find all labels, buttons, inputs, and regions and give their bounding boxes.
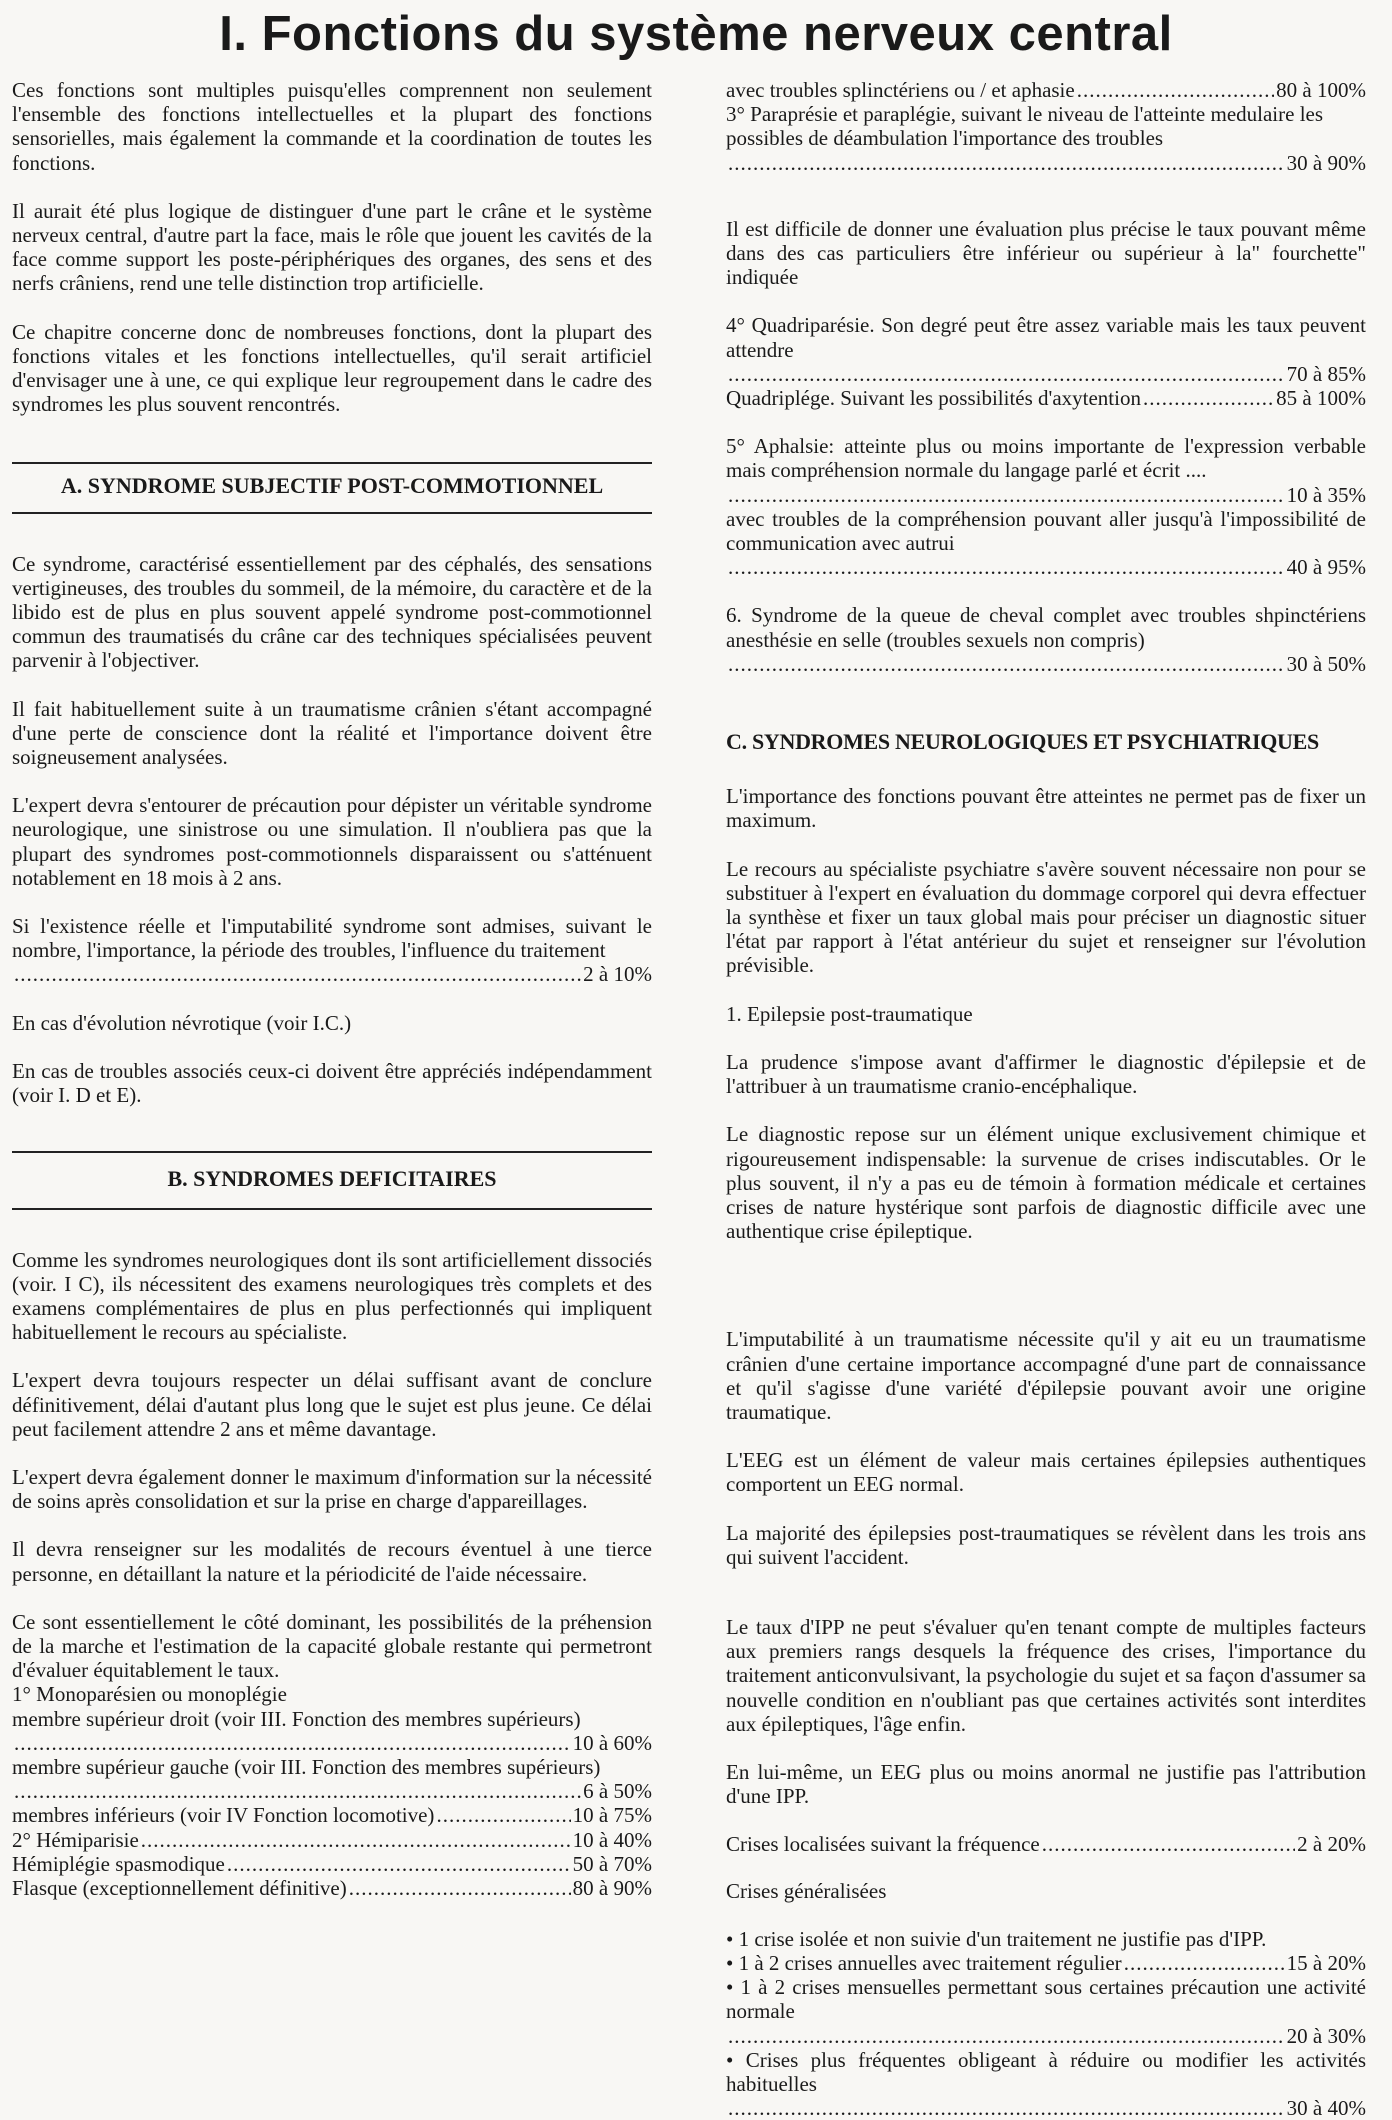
rate-value: 80 à 100% bbox=[1276, 78, 1366, 102]
paraplegie-text: 3° Paraprésie et paraplégie, suivant le niveau de l'atteinte medulaire les possibles de déambulation l'importance des troubles bbox=[726, 102, 1324, 151]
queue-cheval-text: 6. Syndrome de la queue de cheval complet avec troubles shpinctériens anesthésie en selle (troubles sexuels non compris) bbox=[726, 603, 1366, 652]
rate-label: Quadriplége. Suivant les possibilités d'axytention bbox=[726, 386, 1141, 411]
rate-label: Flasque (exceptionnellement définitive) bbox=[12, 1875, 347, 1900]
crises-list bbox=[726, 1927, 1366, 2120]
rate-line bbox=[12, 1779, 652, 1803]
right-paragraph-1: Il est difficile de donner une évaluation plus précise le taux pouvant même dans des cas particuliers être inférieur ou supérieur à la" fourchette" indiquée bbox=[726, 216, 1366, 290]
rate-value: 10 à 60% bbox=[572, 1730, 652, 1755]
rate-label: 2° Hémiparisie bbox=[12, 1827, 139, 1852]
rate-value: 85 à 100% bbox=[1276, 386, 1366, 411]
section-c-paragraph-4: Le diagnostic repose sur un élément unique exclusivement chimique et rigoureusement indispensable: la survenue de crises indiscutables. Or le plus souvent, il n'y a pas eu de témoin à formation médicale et certaines crises de nature hystérique sont parfois de diagnostic difficile avec une authentique crise épileptique. bbox=[726, 1122, 1366, 1244]
rate-label: • 1 à 2 crises annuelles avec traitement régulier bbox=[726, 1950, 1122, 1975]
section-c-paragraph-8: Le taux d'IPP ne peut s'évaluer qu'en tenant compte de multiples facteurs aux premiers rangs desquels la fréquence des crises, l'importance du traitement anticonvulsivant, la psychologie du sujet et sa façon d'assumer sa nouvelle condition en n'oubliant pas que certaines activités sont interdites aux épileptiques, l'âge enfin. bbox=[726, 1614, 1366, 1736]
section-a-paragraph-4: Si l'existence réelle et l'imputabilité syndrome sont admises, suivant le nombre, l'importance, la période des troubles, l'influence du traitement bbox=[12, 914, 652, 963]
rate-line bbox=[726, 483, 1366, 507]
rate-line bbox=[726, 78, 1366, 102]
rate-line bbox=[726, 652, 1366, 676]
rate-value: 30 à 40% bbox=[1286, 2096, 1366, 2120]
msg-label: membre supérieur gauche (voir III. Fonction des membres supérieurs) bbox=[12, 1754, 601, 1779]
rate-line bbox=[12, 962, 652, 986]
rate-value: 15 à 20% bbox=[1286, 1950, 1366, 1975]
rate-line bbox=[726, 362, 1366, 386]
section-c-paragraph-1: L'importance des fonctions pouvant être atteintes ne permet pas de fixer un maximum. bbox=[726, 784, 1366, 833]
rate-line bbox=[12, 1828, 652, 1852]
rate-line bbox=[726, 1832, 1366, 1856]
rate-value: 6 à 50% bbox=[583, 1779, 652, 1804]
section-b-paragraph-2: L'expert devra toujours respecter un délai suffisant avant de conclure définitivement, délai d'autant plus long que le sujet est plus jeune. Ce délai peut facilement attendre 2 ans et même davantage. bbox=[12, 1368, 652, 1441]
section-c-paragraph-3: La prudence s'impose avant d'affirmer le diagnostic d'épilepsie et de l'attribuer à un traumatisme cranio-encéphalique. bbox=[726, 1049, 1366, 1099]
list-item: • 1 crise isolée et non suivie d'un traitement ne justifie pas d'IPP. bbox=[726, 1926, 1267, 1951]
right-column bbox=[726, 78, 1366, 2120]
rate-line bbox=[726, 2096, 1366, 2120]
section-c-paragraph-2: Le recours au spécialiste psychiatre s'avère souvent nécessaire non pour se substituer à l'expert en évaluation du dommage corporel qui devra effectuer la synthèse et fixer un taux global mais pour préciser un diagnostic situer l'état par rapport à l'état antérieur du sujet et renseigner sur l'évolution prévisible. bbox=[726, 856, 1366, 978]
quadriparesie-text: 4° Quadriparésie. Son degré peut être assez variable mais les taux peuvent attendre bbox=[726, 313, 1366, 362]
section-a-paragraph-5: En cas d'évolution névrotique (voir I.C.) bbox=[12, 1010, 352, 1035]
section-b-paragraph-3: L'expert devra également donner le maximum d'information sur la nécessité de soins après consolidation et sur la prise en charge d'appareillages. bbox=[12, 1464, 652, 1514]
rate-label: avec troubles splinctériens ou / et aphasie bbox=[726, 78, 1075, 102]
section-c-paragraph-7: La majorité des épilepsies post-traumatiques se révèlent dans les trois ans qui suivent l'accident. bbox=[726, 1520, 1366, 1569]
rate-line bbox=[12, 1803, 652, 1827]
rate-value: 10 à 40% bbox=[572, 1827, 652, 1852]
section-a-paragraph-1: Ce syndrome, caractérisé essentiellement par des céphalés, des sensations vertigineuses, des troubles du sommeil, de la mémoire, du caractère et de la libido est de plus en plus souvent appelé syndrome post-commotionnel commun des traumatisés du crâne car des techniques spécialisées peuvent parvenir à l'objectiver. bbox=[12, 551, 652, 673]
rate-value: 10 à 35% bbox=[1286, 482, 1366, 507]
section-a-paragraph-3: L'expert devra s'entourer de précaution pour dépister un véritable syndrome neurologique, une sinistrose ou une simulation. Il n'oubliera pas que la plupart des syndromes post-commotionnels disparaissent ou s'atténuent notablement en 18 mois à 2 ans. bbox=[12, 793, 652, 890]
rate-line bbox=[12, 1876, 652, 1900]
section-c-heading: C. SYNDROMES NEUROLOGIQUES ET PSYCHIATRIQUES bbox=[726, 729, 1319, 755]
section-b-paragraph-1: Comme les syndromes neurologiques dont ils sont artificiellement dissociés (voir. I C), ils nécessitent des examens neurologiques très complets et des examens complémentaires de plus en plus perfectionnés qui impliquent habituellement le recours au spécialiste. bbox=[12, 1247, 652, 1345]
rate-value: 50 à 70% bbox=[572, 1851, 652, 1876]
section-a-paragraph-2: Il fait habituellement suite à un traumatisme crânien s'étant accompagné d'une perte de conscience dont la réalité et l'importance doivent être soigneusement analysées. bbox=[12, 696, 652, 770]
epilepsie-heading: 1. Epilepsie post-traumatique bbox=[726, 1001, 973, 1026]
aphasie-2-text: avec troubles de la compréhension pouvant aller jusqu'à l'impossibilité de communication avec autrui bbox=[726, 506, 1366, 556]
intro-paragraph-3: Ce chapitre concerne donc de nombreuses fonctions, dont la plupart des fonctions vitales et les fonctions intellectuelles, qu'il serait artificiel d'envisager une à une, ce qui explique leur regroupement dans le cadre des syndromes les plus souvent rencontrés. bbox=[12, 319, 652, 417]
list-item: • Crises plus fréquentes obligeant à réduire ou modifier les activités habituelles bbox=[726, 2047, 1366, 2096]
rate-value: 30 à 50% bbox=[1286, 651, 1366, 676]
section-c-paragraph-9: En lui-même, un EEG plus ou moins anormal ne justifie pas l'attribution d'une IPP. bbox=[726, 1759, 1366, 1809]
rate-label: membres inférieurs (voir IV Fonction locomotive) bbox=[12, 1803, 435, 1828]
intro-paragraph-1: Ces fonctions sont multiples puisqu'elles comprennent non seulement l'ensemble des fonctions intellectuelles et la plupart des fonctions sensorielles, mais également la commande et la coordination de toutes les fonctions. bbox=[12, 78, 652, 175]
divider bbox=[12, 1208, 652, 1210]
section-a-paragraph-6: En cas de troubles associés ceux-ci doivent être appréciés indépendamment (voir I. D et E). bbox=[12, 1058, 652, 1108]
rate-line bbox=[726, 151, 1366, 175]
rate-value: 40 à 95% bbox=[1286, 555, 1366, 580]
page-title: I. Fonctions du système nerveux central bbox=[219, 7, 1173, 61]
rate-line bbox=[12, 1731, 652, 1755]
rate-line bbox=[726, 386, 1366, 410]
aphasie-text: 5° Aphalsie: atteinte plus ou moins importante de l'expression verbable mais compréhension normale du langage parlé et écrit .... bbox=[726, 434, 1366, 483]
section-b-heading: B. SYNDROMES DEFICITAIRES bbox=[167, 1166, 497, 1192]
rate-line bbox=[726, 555, 1366, 579]
rate-line bbox=[726, 2024, 1366, 2048]
rate-value: 2 à 20% bbox=[1297, 1832, 1366, 1857]
section-b-paragraph-4: Il devra renseigner sur les modalités de recours éventuel à une tierce personne, en détaillant la nature et la périodicité de l'aide nécessaire. bbox=[12, 1537, 652, 1586]
rate-value: 30 à 90% bbox=[1286, 150, 1366, 175]
rate-label: Crises localisées suivant la fréquence bbox=[726, 1832, 1040, 1857]
rate-value: 2 à 10% bbox=[583, 962, 652, 987]
left-column bbox=[12, 78, 652, 1900]
msd-label: membre supérieur droit (voir III. Fonction des membres supérieurs) bbox=[12, 1706, 581, 1731]
rate-label: Hémiplégie spasmodique bbox=[12, 1851, 225, 1876]
section-c-paragraph-5: L'imputabilité à un traumatisme nécessite qu'il y ait eu un traumatisme crânien d'une certaine importance accompagné d'une part de connaissance et qu'il s'agisse d'une variété d'épilepsie pouvant avoir une origine traumatique. bbox=[726, 1327, 1366, 1424]
rate-line bbox=[12, 1852, 652, 1876]
rate-value: 70 à 85% bbox=[1286, 361, 1366, 386]
list-item: • 1 à 2 crises mensuelles permettant sous certaines précaution une activité normale bbox=[726, 1975, 1366, 2024]
rate-value: 20 à 30% bbox=[1286, 2023, 1366, 2048]
section-a-heading: A. SYNDROME SUBJECTIF POST-COMMOTIONNEL bbox=[60, 473, 604, 499]
rate-value: 10 à 75% bbox=[572, 1803, 652, 1828]
section-b-paragraph-5: Ce sont essentiellement le côté dominant, les possibilités de la préhension de la marche et l'estimation de la capacité globale restante qui permetront d'évaluer équitablement le taux. bbox=[12, 1609, 652, 1683]
divider bbox=[12, 512, 652, 514]
crises-generalisees-label: Crises généralisées bbox=[726, 1878, 887, 1903]
intro-paragraph-2: Il aurait été plus logique de distinguer d'une part le crâne et le système nerveux central, d'autre part la face, mais le rôle que jouent les cavités de la face comme support les poste-périphériques des organes, des sens et des nerfs crâniens, rend une telle distinction trop artificielle. bbox=[12, 198, 652, 296]
list-item bbox=[726, 1951, 1366, 1975]
section-c-paragraph-6: L'EEG est un élément de valeur mais certaines épilepsies authentiques comportent un EEG normal. bbox=[726, 1448, 1366, 1497]
mono-label: 1° Monoparésien ou monoplégie bbox=[12, 1682, 287, 1707]
rate-value: 80 à 90% bbox=[572, 1875, 652, 1900]
